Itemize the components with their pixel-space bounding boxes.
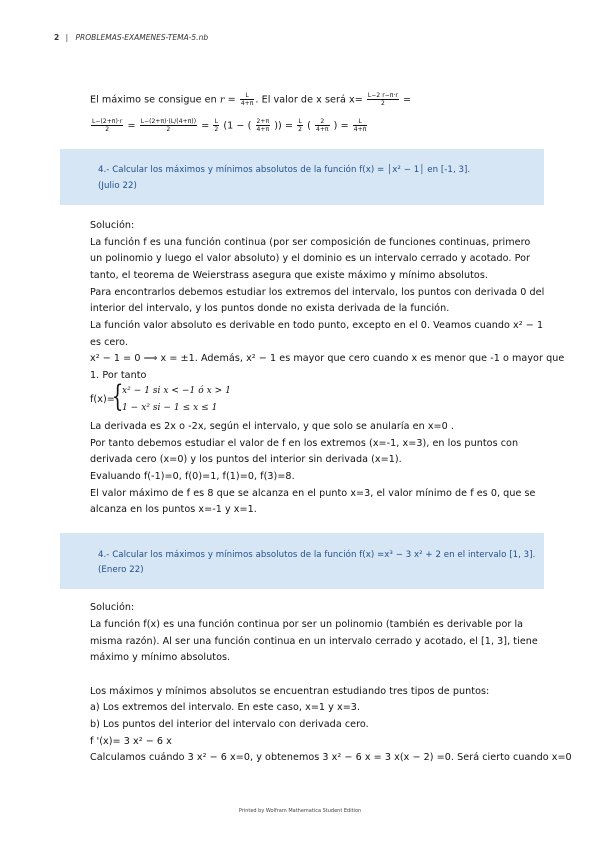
fraction-numerator: 2+π — [256, 118, 270, 125]
solution-2-line: Solución: — [90, 602, 135, 613]
solution-1-line: Por tanto debemos estudiar el valor de f en los extremos (x=-1, x=3), en los puntos con — [90, 438, 519, 449]
fraction — [256, 118, 271, 133]
solution-1-line: La derivada es 2x o -2x, según el intervalo, y que solo se anularía en x=0 . — [90, 421, 454, 432]
fraction — [240, 92, 255, 107]
r-equals: r = — [219, 94, 236, 106]
fraction — [353, 118, 368, 133]
fraction-denominator: 2 — [105, 126, 110, 133]
solution-1-line: Para encontrarlos debemos estudiar los extremos del intervalo, los puntos con derivada 0 del — [90, 287, 545, 298]
fraction-numerator: L — [214, 118, 219, 125]
solution-1-line: x² − 1 = 0 ⟹ x = ±1. Además, x² − 1 es mayor que cero cuando x es menor que -1 o mayor que — [90, 353, 565, 364]
footer-note: Printed by Wolfram Mathematica Student Edition — [238, 808, 362, 814]
fraction-denominator: 2 — [298, 126, 302, 133]
piecewise-row-1: x² − 1 si x < −1 ó x > 1 — [122, 386, 231, 396]
fraction-denominator: 2 — [166, 126, 171, 133]
page-header — [54, 33, 208, 42]
page-number: 2 — [54, 33, 60, 42]
fraction-numerator: L — [298, 118, 302, 125]
fraction-numerator: L−2 r−π·r — [367, 92, 398, 99]
problem-2-date: (Enero 22) — [98, 565, 144, 575]
fraction — [297, 118, 303, 133]
fraction-denominator: 4+π — [240, 100, 254, 107]
max-text: El máximo se consigue en — [90, 94, 217, 106]
solution-2-line: Los máximos y mínimos absolutos se encuentran estudiando tres tipos de puntos: — [90, 686, 490, 697]
fraction-numerator: L — [240, 92, 255, 100]
solution-1-line: tanto, el teorema de Weierstrass asegura que existe máximo y mínimo absolutos. — [90, 270, 488, 281]
math-operator: (1 − ( — [220, 120, 255, 132]
fraction — [91, 118, 123, 133]
fraction — [367, 92, 399, 107]
solution-1-line: derivada cero (x=0) y los puntos del interior sin derivada (x=1). — [90, 454, 402, 465]
solution-1-line: Solución: — [90, 220, 135, 231]
x-value-text: . El valor de x será x= — [255, 94, 363, 106]
solution-2-line: máximo y mínimo absolutos. — [90, 652, 231, 663]
piecewise-row-2: 1 − x² si − 1 ≤ x ≤ 1 — [122, 403, 218, 413]
piecewise-brace-icon: { — [111, 379, 124, 414]
solution-2-line: f '(x)= 3 x² − 6 x — [90, 736, 172, 747]
solution-1-line: Evaluando f(-1)=0, f(0)=1, f(1)=0, f(3)=8. — [90, 471, 295, 482]
fraction-numerator: L−(2+π)·r — [92, 118, 123, 125]
math-operator: = — [124, 120, 139, 132]
fraction-denominator: 4+π — [256, 126, 270, 133]
solution-1-line: alcanza en los puntos x=-1 y x=1. — [90, 504, 257, 515]
solution-1-line: La función f es una función continua (por ser composición de funciones continuas, primero — [90, 237, 531, 248]
fraction — [315, 118, 330, 133]
fraction-denominator: 2 — [380, 100, 385, 107]
problem-1-statement: 4.- Calcular los máximos y mínimos absolutos de la función f(x) = │x² − 1│ en [-1, 3]. — [98, 165, 471, 175]
solution-1-line: La función valor absoluto es derivable en todo punto, excepto en el 0. Veamos cuando x² − 1 — [90, 320, 544, 331]
fraction-numerator: L−(2+π)·(L/(4+π)) — [140, 118, 197, 125]
fraction-denominator: 4+π — [353, 126, 367, 133]
solution-1-line: interior del intervalo, y los puntos donde no exista derivada de la función. — [90, 303, 450, 314]
solution-1-line: El valor máximo de f es 8 que se alcanza en el punto x=3, el valor mínimo de f es 0, que se — [90, 488, 536, 499]
solution-1-line: 1. Por tanto — [90, 370, 147, 381]
solution-2-line: a) Los extremos del intervalo. En este caso, x=1 y x=3. — [90, 702, 361, 713]
problem-box-1 — [60, 149, 544, 205]
solution-2-line: Calculamos cuándo 3 x² − 6 x=0, y obtenemos 3 x² − 6 x = 3 x(x − 2) =0. Será cierto cuando x=0 — [90, 752, 572, 763]
fraction-denominator: 4+π — [315, 126, 329, 133]
problem-box-2 — [60, 533, 544, 589]
math-operator: ( — [303, 120, 314, 132]
math-operator: ) = — [330, 120, 352, 132]
fraction — [140, 118, 197, 133]
solution-2-line: b) Los puntos del interior del intervalo con derivada cero. — [90, 719, 369, 730]
fraction-numerator: L — [353, 118, 368, 126]
fraction — [213, 118, 219, 133]
piecewise-label: f(x)= — [90, 394, 115, 405]
notebook-filename: PROBLEMAS-EXAMENES-TEMA-5.nb — [75, 33, 209, 42]
equals-sign: = — [403, 94, 412, 106]
fraction-numerator: 2 — [315, 118, 330, 126]
solution-2-line: La función f(x) es una función continua por ser un polinomio (también es derivable por la — [90, 619, 524, 630]
solution-2-line: misma razón). Al ser una función continua en un intervalo cerrado y acotado, el [1, 3], tiene — [90, 636, 538, 647]
solution-1-line: un polinomio y luego el valor absoluto) y el dominio es un intervalo cerrado y acotado. Por — [90, 253, 530, 264]
fraction-denominator: 2 — [214, 126, 219, 133]
derivation-line — [90, 118, 368, 133]
math-operator: = — [198, 120, 213, 132]
solution-1-line: es cero. — [90, 337, 129, 348]
math-operator: )) = — [271, 120, 297, 132]
problem-1-date: (Julio 22) — [98, 181, 137, 191]
max-statement-line — [90, 92, 411, 107]
problem-2-statement: 4.- Calcular los máximos y mínimos absolutos de la función f(x) =x³ − 3 x² + 2 en el intervalo [1, 3]. — [98, 550, 536, 560]
header-separator: | — [65, 33, 69, 42]
